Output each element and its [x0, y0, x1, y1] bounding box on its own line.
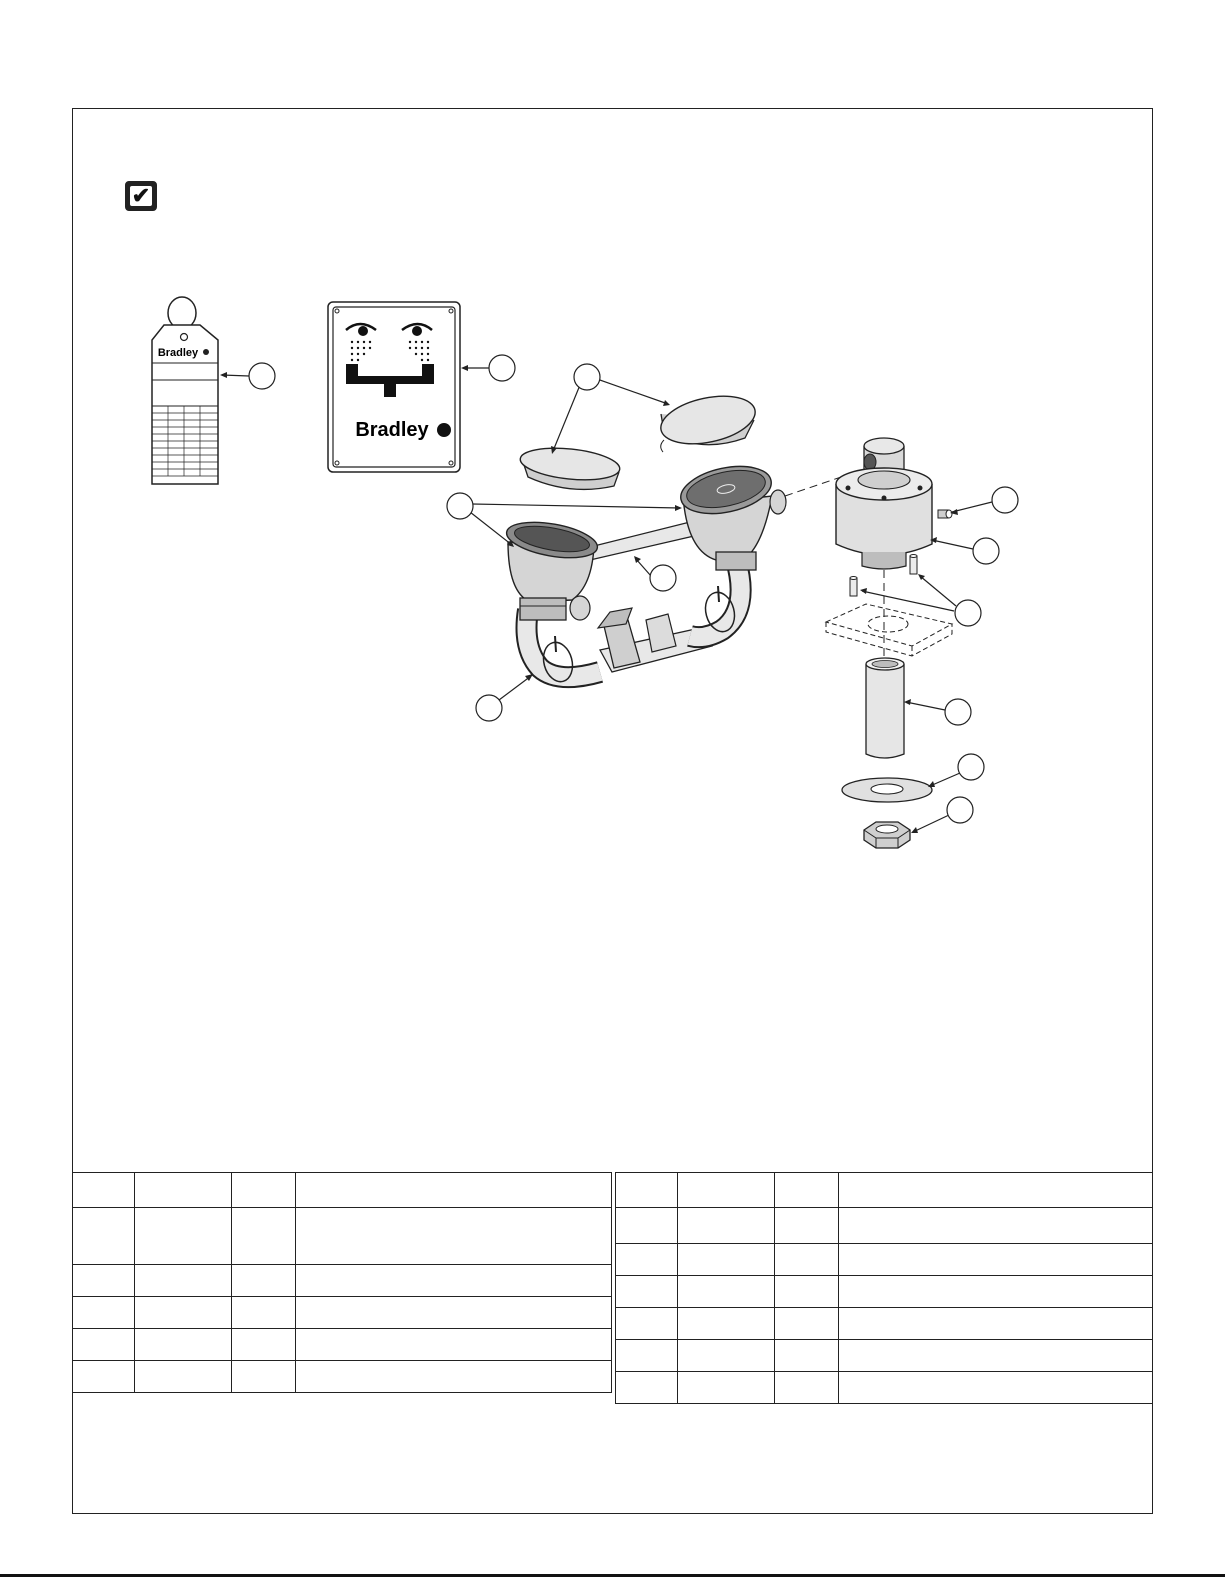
set-screw	[938, 510, 952, 518]
table-row	[616, 1308, 1153, 1340]
callout-circle	[249, 363, 275, 389]
tag-string-loop	[168, 297, 196, 329]
callout-circle	[955, 600, 981, 626]
table-row	[616, 1276, 1153, 1308]
dust-cover-right	[656, 389, 759, 452]
footer-rule	[0, 1574, 1225, 1577]
callout-circle	[489, 355, 515, 381]
callout-circle	[574, 364, 600, 390]
washer	[842, 778, 932, 802]
mounting-plate	[826, 604, 952, 656]
sign-brand-text: Bradley	[355, 419, 429, 441]
callout-circle	[945, 699, 971, 725]
dust-cover-left	[519, 444, 622, 490]
table-row	[73, 1297, 612, 1329]
valve-body	[836, 438, 932, 569]
table-row	[616, 1244, 1153, 1276]
table-row	[616, 1173, 1153, 1208]
callout-circle	[992, 487, 1018, 513]
tag-brand-text: Bradley	[157, 347, 199, 359]
table-row	[73, 1329, 612, 1361]
table-row	[73, 1173, 612, 1208]
table-row	[616, 1372, 1153, 1404]
table-row	[616, 1340, 1153, 1372]
parts-table-right	[615, 1172, 1153, 1404]
callout-circle	[947, 797, 973, 823]
table-row	[73, 1265, 612, 1297]
parts-table-left	[72, 1172, 612, 1393]
callout-circle	[476, 695, 502, 721]
table-row	[73, 1361, 612, 1393]
hex-nut	[864, 822, 910, 848]
inspection-tag	[152, 297, 218, 484]
table-row	[73, 1208, 612, 1265]
table-row	[616, 1208, 1153, 1244]
riser-pipe	[866, 658, 904, 758]
callout-circle	[958, 754, 984, 780]
checkmark-icon: ✔	[131, 183, 151, 208]
eyewash-assembly	[504, 459, 786, 685]
callout-circle	[447, 493, 473, 519]
callout-circle	[973, 538, 999, 564]
eyewash-sign	[328, 302, 460, 472]
callout-circle	[650, 565, 676, 591]
